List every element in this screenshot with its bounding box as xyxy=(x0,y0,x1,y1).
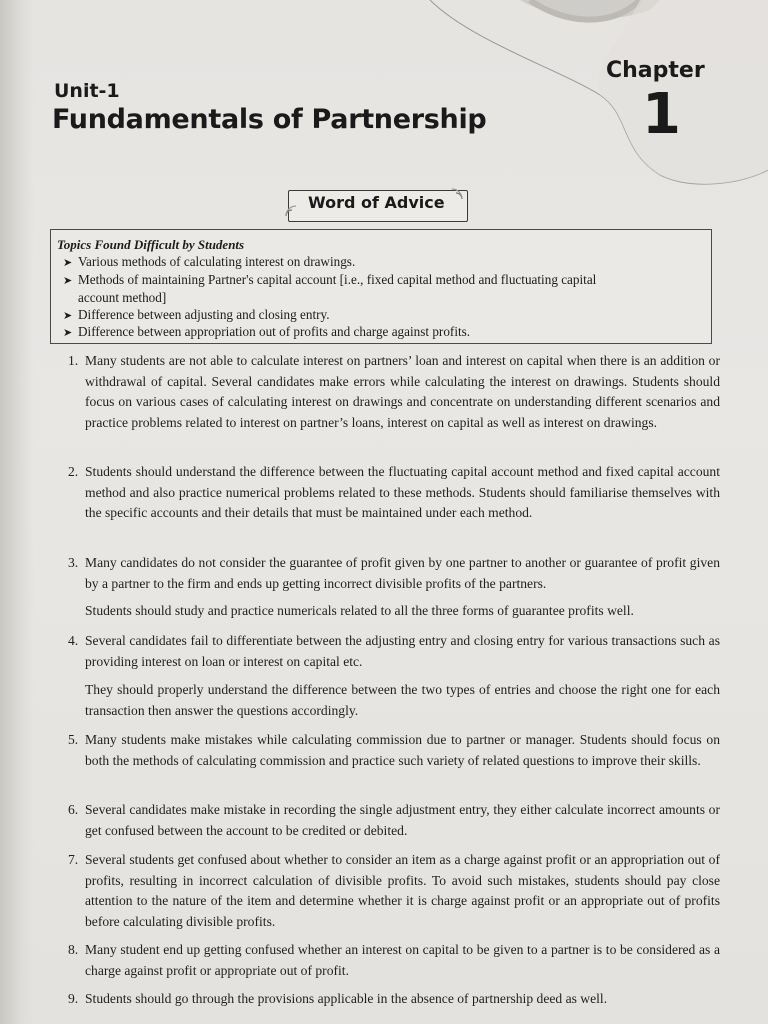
arrow-bullet-icon: ➤ xyxy=(63,310,73,322)
point-number: 2. xyxy=(68,464,79,479)
advice-point xyxy=(68,730,720,771)
point-text: Many students make mistakes while calculating commission due to partner or manager. Students should focus on both the methods of calculating commission and practice such variety of related questions to improve their skills. xyxy=(85,732,720,768)
point-number: 9. xyxy=(68,991,79,1006)
point-text: Many student end up getting confused whether an interest on capital to be given to a partner is to be considered as a charge against profit or appropriate out of profit. xyxy=(85,942,720,978)
point-text: Several students get confused about whether to consider an item as a charge against profit or an appropriation out of profits, resulting in incorrect calculation of divisible profits. To avoid such mistakes, students should pay close attention to the nature of the item and determine whether it is charge against profit or an appropriate out of profits before calculating divisible profits. xyxy=(85,852,720,929)
arrow-bullet-icon: ➤ xyxy=(63,327,73,339)
signal-waves-icon xyxy=(446,183,466,201)
word-of-advice-title: Word of Advice xyxy=(308,193,445,212)
topic-item: ➤ Methods of maintaining Partner's capital account [i.e., fixed capital method and fluctuating capital xyxy=(63,271,708,290)
point-text: Students should understand the difference between the fluctuating capital account method and fixed capital account method and also practice numerical problems related to these methods. Students should familiarise themselves with the specific accounts and their details that must be maintained under each method. xyxy=(85,464,720,521)
point-number: 4. xyxy=(68,633,79,648)
advice-point xyxy=(68,351,720,433)
point-text: Several candidates fail to differentiate between the adjusting entry and closing entry for various transactions such as providing interest on loan or interest on capital etc. xyxy=(85,633,720,669)
topic-item: ➤ Various methods of calculating interest on drawings. xyxy=(63,253,708,272)
point-text: Students should go through the provisions applicable in the absence of partnership deed as well. xyxy=(85,991,608,1006)
signal-waves-icon xyxy=(283,202,301,218)
advice-point xyxy=(68,462,720,524)
point-text: Many students are not able to calculate interest on partners’ loan and interest on capital when there is an addition or withdrawal of capital. Several candidates make errors while calculating the interest on drawings. Students should focus on various cases of calculating interest on drawings and concentrate on understanding different scenarios and practice problems related to interest on partner’s loans, interest on capital as well as interest on drawings. xyxy=(85,353,720,430)
point-text: Many candidates do not consider the guarantee of profit given by one partner to another or guarantee of profit given by a partner to the firm and ends up getting incorrect divisible profits of the partners. xyxy=(85,555,720,591)
advice-point xyxy=(68,631,720,672)
arrow-bullet-icon: ➤ xyxy=(63,257,73,269)
topic-item: ➤ Difference between appropriation out of profits and charge against profits. xyxy=(63,323,708,342)
chapter-label: Chapter xyxy=(606,58,705,83)
topic-item: ➤ Difference between adjusting and closing entry. xyxy=(63,306,708,325)
point-note: Students should study and practice numericals related to all the three forms of guarantee profits well. xyxy=(85,603,634,618)
point-note: They should properly understand the difference between the two types of entries and choose the right one for each transaction then answer the questions accordingly. xyxy=(85,682,720,718)
unit-label: Unit-1 xyxy=(54,80,120,102)
point-number: 3. xyxy=(68,555,79,570)
advice-point xyxy=(68,989,720,1010)
advice-point xyxy=(68,940,720,981)
arrow-bullet-icon: ➤ xyxy=(63,275,73,287)
difficult-topics-heading: Topics Found Difficult by Students xyxy=(57,237,245,252)
topic-item-continuation: account method] xyxy=(78,290,167,305)
point-number: 8. xyxy=(68,942,79,957)
advice-point xyxy=(68,800,720,841)
unit-title: Fundamentals of Partnership xyxy=(52,104,487,135)
advice-point xyxy=(68,553,720,594)
point-number: 1. xyxy=(68,353,79,368)
point-number: 7. xyxy=(68,852,79,867)
chapter-number: 1 xyxy=(642,82,681,147)
advice-point xyxy=(68,850,720,932)
point-text: Several candidates make mistake in recording the single adjustment entry, they either calculate incorrect amounts or get confused between the account to be credited or debited. xyxy=(85,802,720,838)
point-number: 5. xyxy=(68,732,79,747)
point-number: 6. xyxy=(68,802,79,817)
